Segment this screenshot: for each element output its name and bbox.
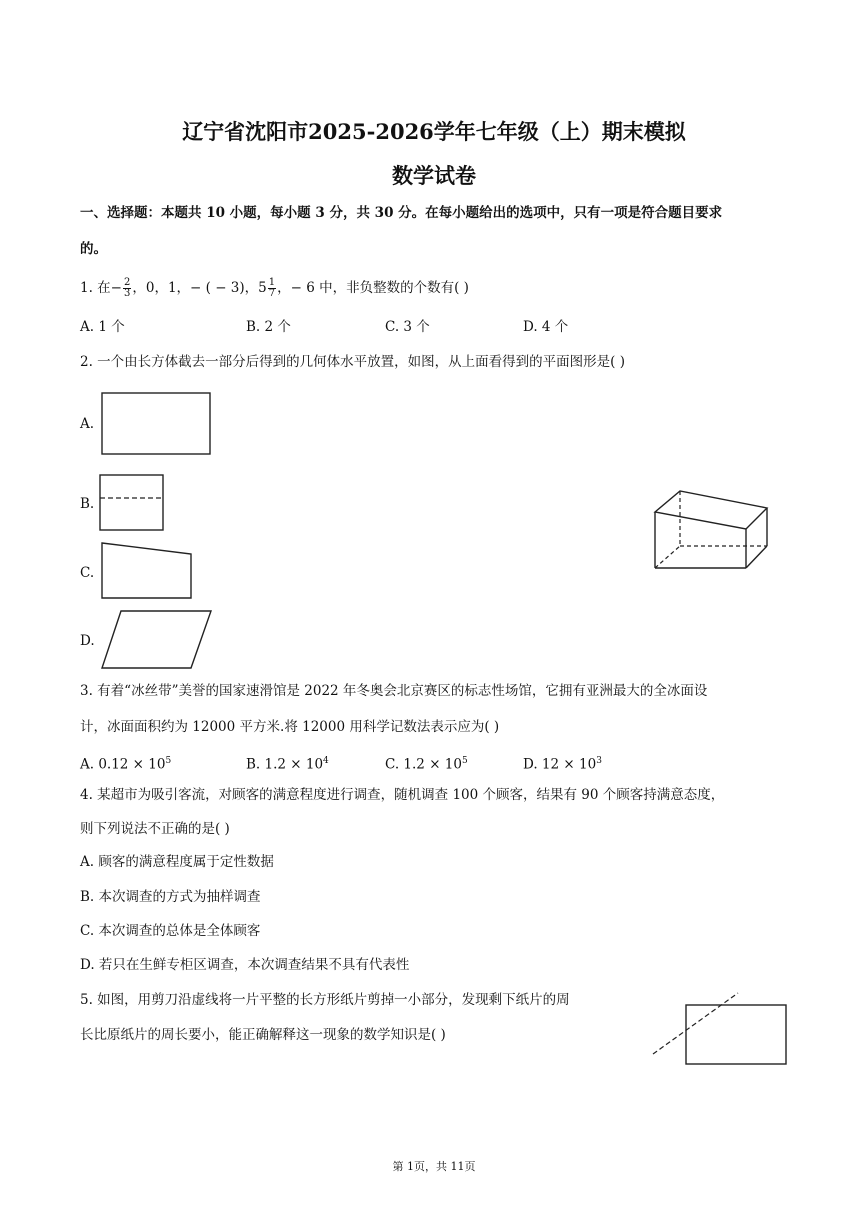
q1-mixed-fraction: [268, 278, 276, 299]
question-3-line1: 3. 有着“冰丝带”美誉的国家速滑馆是 2022 年冬奥会北京赛区的标志性场馆，它拥有亚洲最大的全冰面设: [80, 683, 708, 699]
question-5-line1: 5. 如图，用剪刀沿虚线将一片平整的长方形纸片剪掉一小部分，发现剩下纸片的周: [80, 992, 570, 1008]
question-1-stem: [80, 278, 469, 299]
q3-option-c: [385, 752, 468, 774]
question-3-line2: 计，冰面面积约为 12000 平方米.将 12000 用科学记数法表示应为( ): [80, 719, 500, 735]
q1-middle: ，0，1，− ( − 3)，5: [132, 280, 267, 296]
question-4-line1: 4. 某超市为吸引客流，对顾客的满意程度进行调查，随机调查 100 个顾客，结果有 90 个顾客持满意态度，: [80, 787, 725, 803]
q1-option-a: A. 1 个: [80, 319, 125, 335]
q2-option-b-figure: [97, 472, 167, 534]
section-heading-line2: 的。: [80, 241, 107, 257]
q2-option-d-figure: [99, 608, 215, 672]
q3-option-c-exp: 5: [461, 756, 468, 766]
q5-cut-figure: [650, 990, 790, 1070]
q3-option-b: [246, 752, 329, 774]
q2-label-a: A.: [80, 416, 95, 432]
q3-option-c-base: C. 1.2 × 10: [385, 756, 462, 773]
q3-option-a-exp: 5: [165, 756, 172, 766]
q1-frac-den: 3: [123, 288, 131, 299]
q2-solid-figure: [652, 488, 774, 574]
q3-option-d-base: D. 12 × 10: [523, 756, 597, 773]
q4-option-b: B. 本次调查的方式为抽样调查: [80, 889, 261, 905]
q1-option-d: D. 4 个: [523, 319, 569, 335]
q1-option-c: C. 3 个: [385, 319, 430, 335]
q2-option-a-figure: [100, 390, 214, 458]
q3-option-a-base: A. 0.12 × 10: [80, 756, 166, 773]
q2-label-c: C.: [80, 565, 95, 581]
q1-neg-sign: −: [110, 280, 122, 296]
page-footer: 第 1页，共 11页: [392, 1160, 476, 1173]
q1-prefix: 1. 在: [80, 280, 111, 296]
exam-title-line2: 数学试卷: [392, 163, 476, 188]
q3-option-a: [80, 752, 171, 774]
q1-frac-num: 2: [123, 277, 131, 288]
q2-label-d: D.: [80, 633, 95, 649]
q3-option-d-exp: 3: [596, 756, 602, 766]
q2-label-b: B.: [80, 496, 95, 512]
q2-option-c-figure: [99, 540, 196, 602]
question-5-line2: 长比原纸片的周长要小，能正确解释这一现象的数学知识是( ): [80, 1027, 446, 1043]
q1-mixed-num: 1: [268, 277, 276, 288]
q3-option-b-exp: 4: [323, 756, 329, 766]
q1-fraction: [123, 278, 131, 299]
question-2-stem: 2. 一个由长方体截去一部分后得到的几何体水平放置，如图，从上面看得到的平面图形是( ): [80, 354, 625, 370]
q3-option-b-base: B. 1.2 × 10: [246, 756, 324, 773]
q1-option-b: B. 2 个: [246, 319, 291, 335]
q4-option-a: A. 顾客的满意程度属于定性数据: [80, 854, 274, 870]
q3-option-d: [523, 752, 602, 774]
q4-option-c: C. 本次调查的总体是全体顾客: [80, 923, 261, 939]
exam-title-line1: 辽宁省沈阳市2025-2026学年七年级（上）期末模拟: [182, 119, 686, 144]
q1-mixed-den: 7: [268, 288, 276, 299]
question-4-line2: 则下列说法不正确的是( ): [80, 821, 230, 837]
section-heading-line1: 一、选择题：本题共 10 小题，每小题 3 分，共 30 分。在每小题给出的选项中，只有一项是符合题目要求: [80, 205, 723, 221]
q1-suffix: ，− 6 中，非负整数的个数有( ): [277, 280, 469, 296]
q4-option-d: D. 若只在生鲜专柜区调查，本次调查结果不具有代表性: [80, 957, 410, 973]
